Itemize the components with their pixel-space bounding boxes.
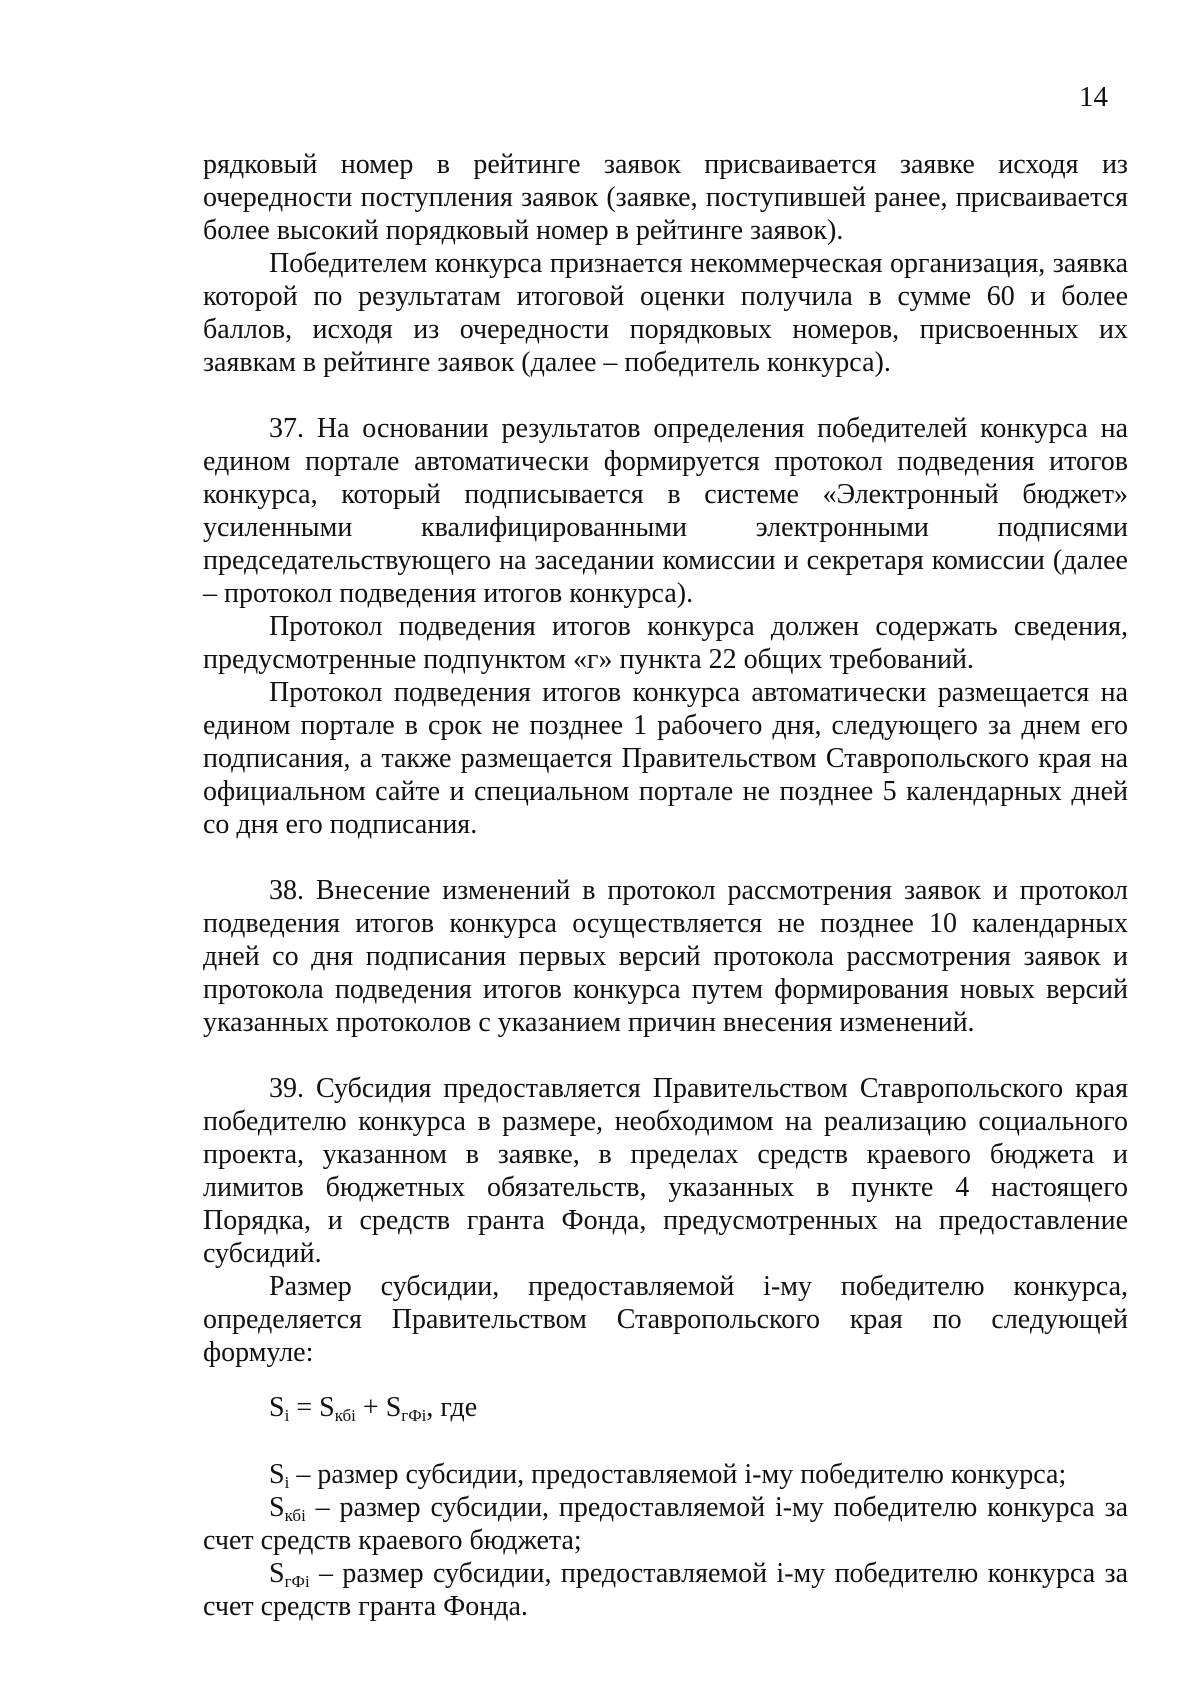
paragraph-item-39: 39. Субсидия предоставляется Правительством Ставропольского края победителю конкурса в размере, необходимом на реализацию социального проекта, указанном в заявке, в пределах средств краевого бюджета и лимитов бюджетных обязательств, указанных в пункте 4 настоящего Порядка, и средств гранта Фонда, предусмотренных на предоставление субсидий. [203, 1073, 1128, 1269]
paragraph: рядковый номер в рейтинге заявок присваивается заявке исходя из очередности поступления заявок (заявке, поступившей ранее, присваивается более высокий порядковый номер в рейтинге заявок). [203, 149, 1128, 246]
formula-symbol: S [269, 1492, 285, 1523]
paragraph-item-37: 37. На основании результатов определения победителей конкурса на едином портале автоматически формируется протокол подведения итогов конкурса, который подписывается в системе «Электронный бюджет» усиленными квалифицированными электронными подписями председательствующего на заседании комиссии и секретаря комиссии (далее – протокол подведения итогов конкурса). [203, 413, 1128, 609]
formula-symbol: S [319, 1392, 335, 1423]
formula-subscript: кбi [284, 1506, 306, 1525]
formula-operator: = [289, 1392, 320, 1423]
page-number: 14 [1079, 81, 1108, 113]
subsidy-formula [203, 1391, 1128, 1424]
definition-sgfi [203, 1557, 1128, 1623]
formula-subscript: i [284, 1473, 290, 1492]
paragraph-item-38: 38. Внесение изменений в протокол рассмотрения заявок и протокол подведения итогов конкурса осуществляется не позднее 10 календарных дней со дня подписания первых версий протокола рассмотрения заявок и протокола подведения итогов конкурса путем формирования новых версий указанных протоколов с указанием причин внесения изменений. [203, 875, 1128, 1038]
formula-subscript: кбi [334, 1406, 356, 1425]
document-body [203, 148, 1128, 1623]
formula-operator: + [355, 1392, 386, 1423]
definition-text: – размер субсидии, предоставляемой i-му победителю конкурса за счет средств краевого бюджета; [203, 1492, 1128, 1556]
paragraph: Протокол подведения итогов конкурса автоматически размещается на едином портале в срок не позднее 1 рабочего дня, следующего за днем его подписания, а также размещается Правительством Ставропольского края на официальном сайте и специальном портале не позднее 5 календарных дней со дня его подписания. [203, 677, 1128, 840]
paragraph: Протокол подведения итогов конкурса должен содержать сведения, предусмотренные подпунктом «г» пункта 22 общих требований. [203, 611, 1128, 675]
definition-si [203, 1458, 1128, 1491]
formula-tail: , где [426, 1392, 478, 1423]
formula-subscript: гФi [284, 1572, 310, 1591]
formula-subscript: i [284, 1406, 290, 1425]
paragraph: Размер субсидии, предоставляемой i-му победителю конкурса, определяется Правительством Ставропольского края по следующей формуле: [203, 1271, 1128, 1368]
formula-symbol: S [385, 1392, 402, 1423]
formula-symbol: S [269, 1558, 285, 1589]
definition-text: – размер субсидии, предоставляемой i-му победителю конкурса за счет средств гранта Фонда. [203, 1558, 1128, 1622]
formula-symbol: S [269, 1392, 285, 1423]
paragraph: Победителем конкурса признается некоммерческая организация, заявка которой по результатам итоговой оценки получила в сумме 60 и более баллов, исходя из очередности порядковых номеров, присвоенных их заявкам в рейтинге заявок (далее – победитель конкурса). [203, 248, 1128, 378]
definition-skbi [203, 1491, 1128, 1557]
formula-symbol: S [269, 1459, 285, 1490]
definition-text: – размер субсидии, предоставляемой i-му победителю конкурса; [289, 1459, 1067, 1490]
formula-subscript: гФi [401, 1406, 427, 1425]
